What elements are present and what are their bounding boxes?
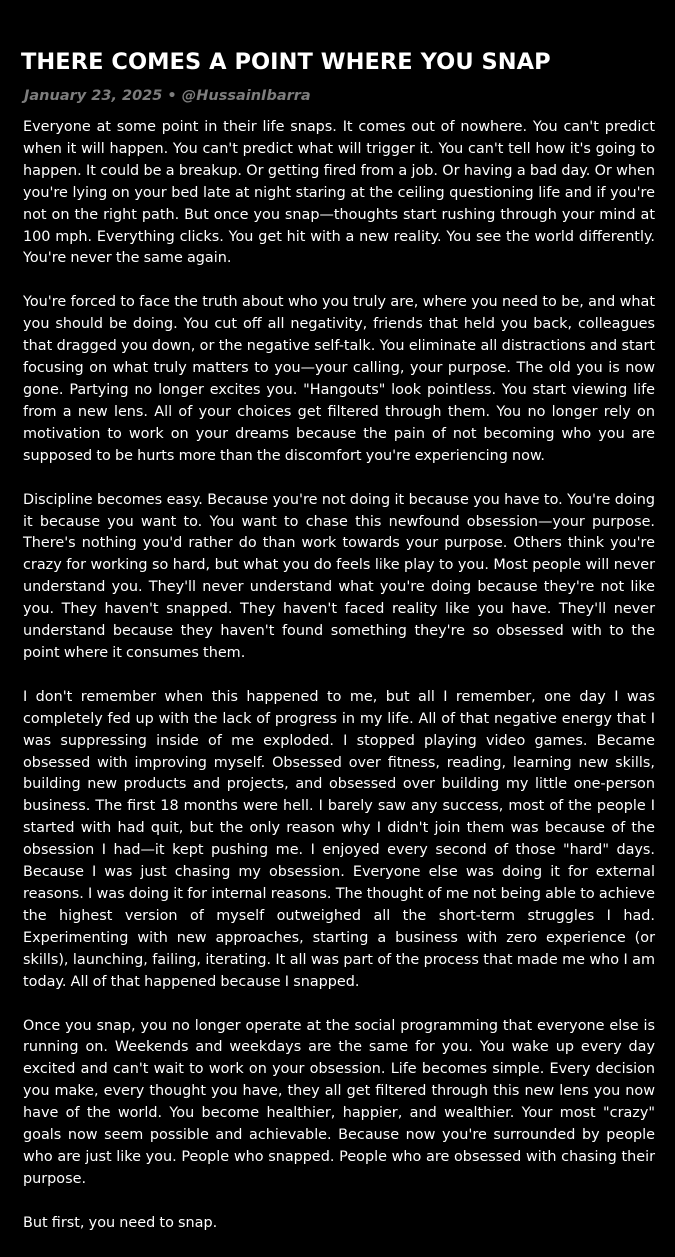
paragraph-3: Discipline becomes easy. Because you're not doing it because you have to. You're doing it because you want to. You want to chase this newfound obsession—your purpose. There's nothing you'd rather do than work towards your purpose. Others think you're crazy for working so hard, but what you do feels like play to you. Most people will never understand you. They'll never understand what you're doing because they're not like you. They haven't snapped. They haven't faced reality like you have. They'll never understand because they haven't found something they're so obsessed with to the point where it consumes them. bbox=[23, 491, 655, 661]
meta-separator: • bbox=[167, 88, 177, 104]
paragraph-6: But first, you need to snap. bbox=[23, 1214, 218, 1231]
paragraph-1: Everyone at some point in their life snaps. It comes out of nowhere. You can't predict when it will happen. You can't predict what will trigger it. You can't tell how it's going to happen. It could be a breakup. Or getting fired from a job. Or having a bad day. Or when you're lying on your bed late at night staring at the ceiling questioning life and if you're not on the right path. But once you snap—thoughts start rushing through your mind at 100 mph. Everything clicks. You get hit with a new reality. You see the world differently. You're never the same again. bbox=[23, 119, 655, 267]
post-body bbox=[23, 117, 655, 1257]
post-author: @HussainIbarra bbox=[181, 88, 311, 104]
post-meta bbox=[24, 87, 311, 105]
post-title: THERE COMES A POINT WHERE YOU SNAP bbox=[21, 49, 551, 75]
paragraph-5: Once you snap, you no longer operate at the social programming that everyone else is running on. Weekends and weekdays are the same for you. You wake up every day excited and can't wait to work on your obsession. Life becomes simple. Every decision you make, every thought you have, they all get filtered through this new lens you now have of the world. You become healthier, happier, and wealthier. Your most "crazy" goals now seem possible and achievable. Because now you're surrounded by people who are just like you. People who snapped. People who are obsessed with chasing their purpose. bbox=[23, 1017, 655, 1187]
post-date: January 23, 2025 bbox=[24, 88, 163, 104]
paragraph-2: You're forced to face the truth about who you truly are, where you need to be, and what you should be doing. You cut off all negativity, friends that held you back, colleagues that dragged you down, or the negative self-talk. You eliminate all distractions and start focusing on what truly matters to you—your calling, your purpose. The old you is now gone. Partying no longer excites you. "Hangouts" look pointless. You start viewing life from a new lens. All of your choices get filtered through them. You no longer rely on motivation to work on your dreams because the pain of not becoming who you are supposed to be hurts more than the discomfort you're experiencing now. bbox=[23, 294, 655, 464]
paragraph-4: I don't remember when this happened to me, but all I remember, one day I was completely fed up with the lack of progress in my life. All of that negative energy that I was suppressing inside of me exploded. I stopped playing video games. Became obsessed with improving myself. Obsessed over fitness, reading, learning new skills, building new products and projects, and obsessed over building my little one-person business. The first 18 months were hell. I barely saw any success, most of the people I started with had quit, but the only reason why I didn't join them was because of the obsession I had—it kept pushing me. I enjoyed every second of those "hard" days. Because I was just chasing my obsession. Everyone else was doing it for external reasons. I was doing it for internal reasons. The thought of me not being able to achieve the highest version of myself outweighed all the short-term struggles I had. Experimenting with new approaches, starting a business with zero experience (or skills), launching, failing, iterating. It all was part of the process that made me who I am today. All of that happened because I snapped. bbox=[23, 688, 655, 990]
